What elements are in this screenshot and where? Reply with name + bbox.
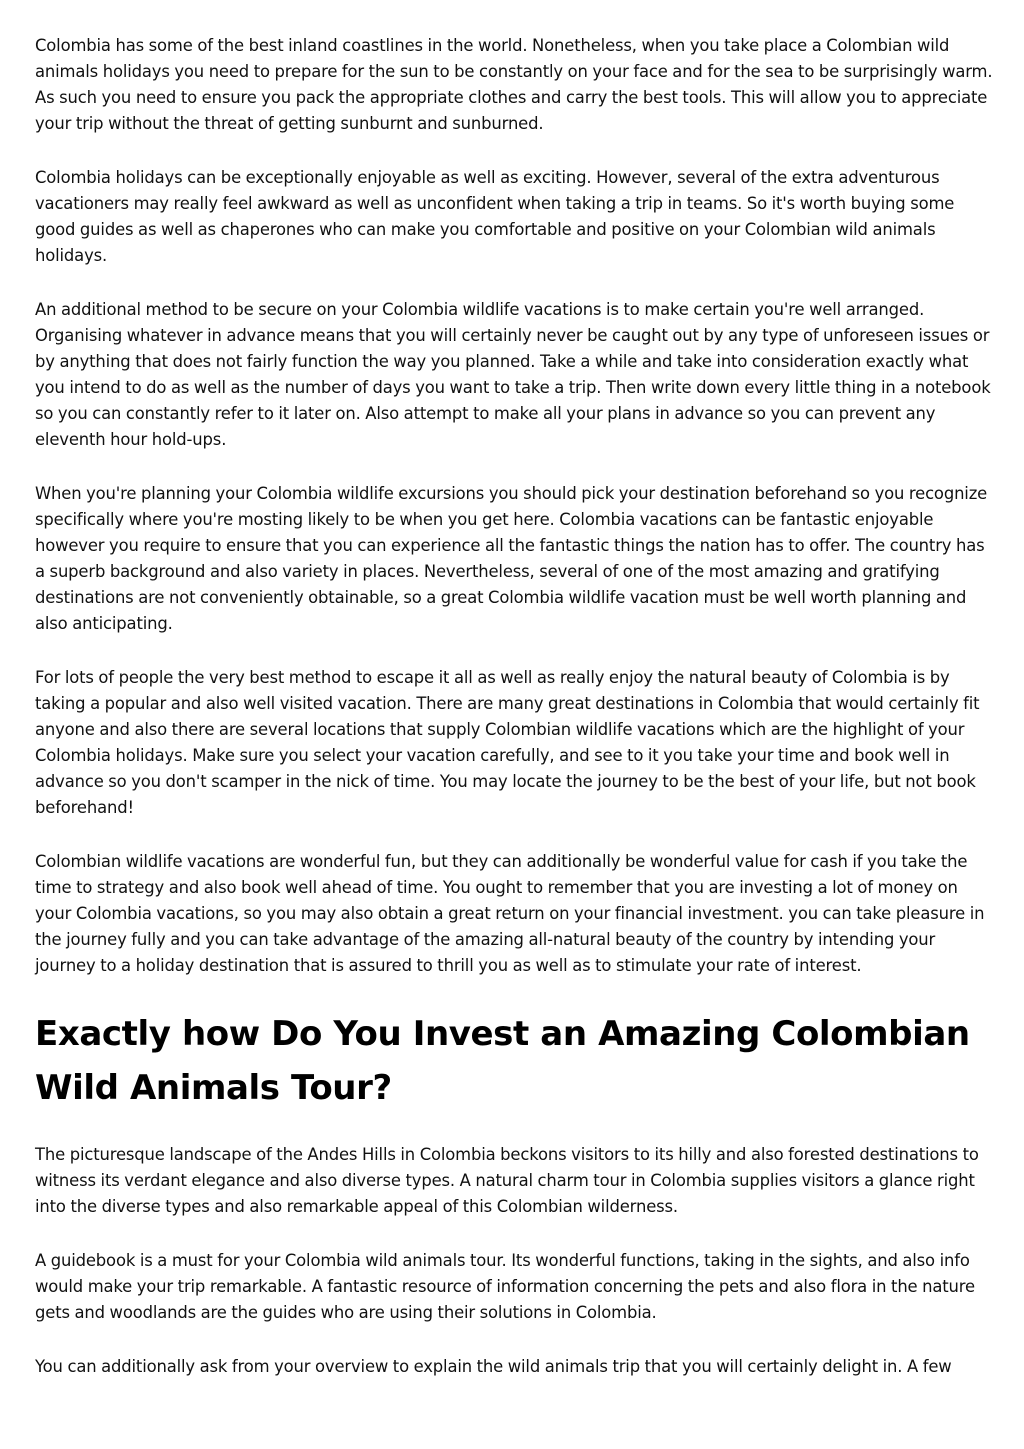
paragraph-5: For lots of people the very best method to escape it all as well as really enjoy the natural beauty of Colombia is by taking a popular and also well visited vacation. There are many great destinations in Colombia that would certainly fit anyone and also there are several locations that supply Colombian wildlife vacations which are the highlight of your Colombia holidays. Make sure you select your vacation carefully, and see to it you take your time and book well in advance so you don't scamper in the nick of time. You may locate the journey to be the best of your life, but not book beforehand!	[35, 668, 980, 817]
paragraph-7: The picturesque landscape of the Andes Hills in Colombia beckons visitors to its hilly and also forested destinations to witness its verdant elegance and also diverse types. A natural charm tour in Colombia supplies visitors a glance right into the diverse types and also remarkable appeal of this Colombian wilderness.	[35, 1145, 979, 1216]
document-body	[35, 33, 993, 1408]
paragraph-6: Colombian wildlife vacations are wonderful fun, but they can additionally be wonderful value for cash if you take the time to strategy and also book well ahead of time. You ought to remember that you are investing a lot of money on your Colombia vacations, so you may also obtain a great return on your financial investment. you can take pleasure in the journey fully and you can take advantage of the amazing all-natural beauty of the country by intending your journey to a holiday destination that is assured to thrill you as well as to stimulate your rate of interest.	[35, 852, 985, 975]
paragraph-9: You can additionally ask from your overview to explain the wild animals trip that you will certainly delight in. A few	[35, 1357, 952, 1376]
paragraph-3: An additional method to be secure on your Colombia wildlife vacations is to make certain you're well arranged. Organising whatever in advance means that you will certainly never be caught out by any type of unforeseen issues or by anything that does not fairly function the way you planned. Take a while and take into consideration exactly what you intend to do as well as the number of days you want to take a trip. Then write down every little thing in a notebook so you can constantly refer to it later on. Also attempt to make all your plans in advance so you can prevent any eleventh hour hold-ups.	[35, 300, 991, 449]
paragraph-1: Colombia has some of the best inland coastlines in the world. Nonetheless, when you take place a Colombian wild animals holidays you need to prepare for the sun to be constantly on your face and for the sea to be surprisingly warm. As such you need to ensure you pack the appropriate clothes and carry the best tools. This will allow you to appreciate your trip without the threat of getting sunburnt and sunburned.	[35, 36, 993, 133]
section-heading: Exactly how Do You Invest an Amazing Colombian Wild Animals Tour?	[35, 1014, 970, 1108]
paragraph-8: A guidebook is a must for your Colombia wild animals tour. Its wonderful functions, taking in the sights, and also info would make your trip remarkable. A fantastic resource of information concerning the pets and also flora in the nature gets and woodlands are the guides who are using their solutions in Colombia.	[35, 1251, 975, 1322]
paragraph-2: Colombia holidays can be exceptionally enjoyable as well as exciting. However, several of the extra adventurous vacationers may really feel awkward as well as unconfident when taking a trip in teams. So it's worth buying some good guides as well as chaperones who can make you comfortable and positive on your Colombian wild animals holidays.	[35, 168, 955, 265]
paragraph-4: When you're planning your Colombia wildlife excursions you should pick your destination beforehand so you recognize specifically where you're mosting likely to be when you get here. Colombia vacations can be fantastic enjoyable however you require to ensure that you can experience all the fantastic things the nation has to offer. The country has a superb background and also variety in places. Nevertheless, several of one of the most amazing and gratifying destinations are not conveniently obtainable, so a great Colombia wildlife vacation must be well worth planning and also anticipating.	[35, 484, 988, 633]
